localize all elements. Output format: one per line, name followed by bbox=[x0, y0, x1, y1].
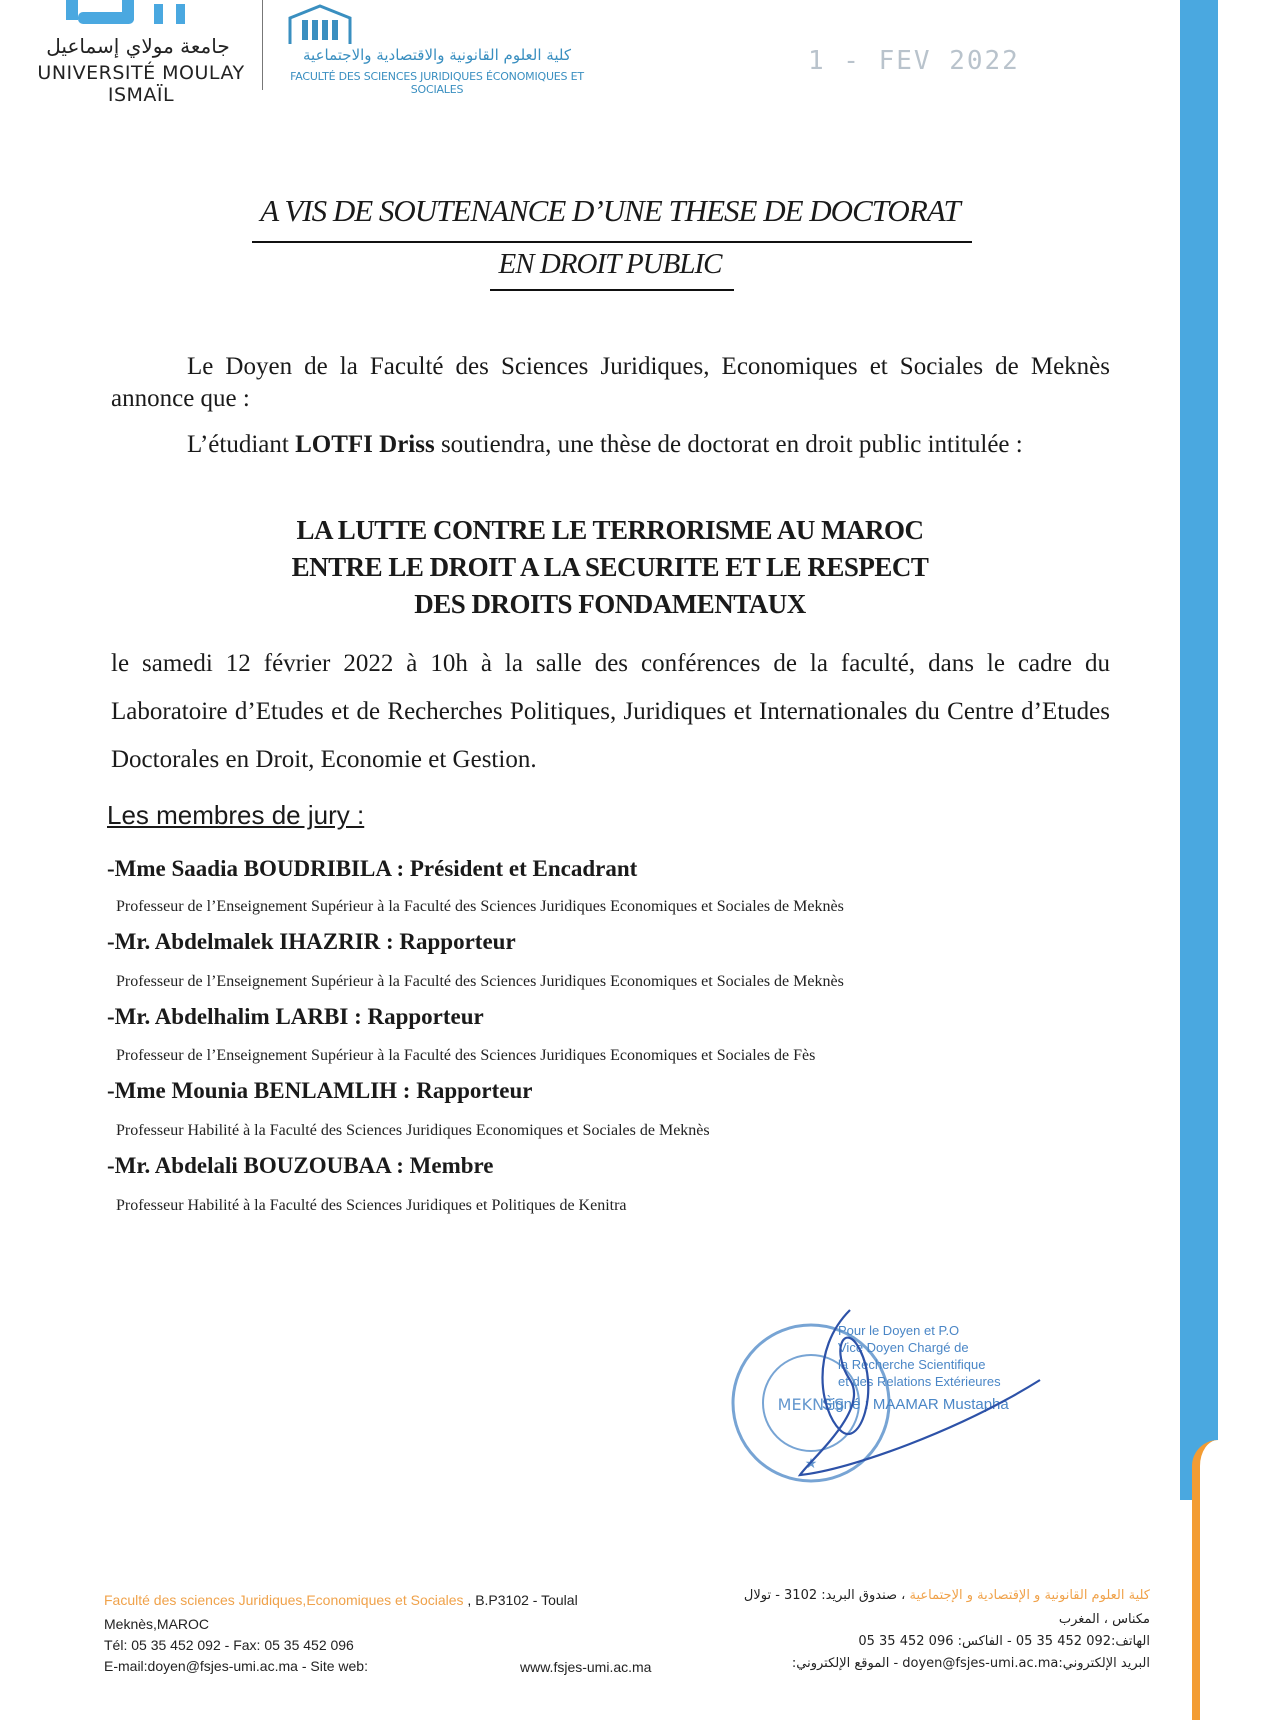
jury-member-name: -Mme Saadia BOUDRIBILA : Président et Encadrant bbox=[107, 856, 638, 881]
footer-address: Faculté des sciences Juridiques,Economiques et Sociales , B.P3102 - Toulal bbox=[104, 1592, 578, 1608]
notice-subtitle: EN DROIT PUBLIC bbox=[498, 248, 722, 280]
handwritten-signature-icon bbox=[790, 1290, 1050, 1490]
subtitle-underline bbox=[490, 289, 734, 291]
footer-email-ar: البريد الإلكتروني:doyen@fsjes-umi.ac.ma - الموقع الإلكتروني: bbox=[791, 1656, 1150, 1671]
faculty-name-ar: كلية العلوم القانونية والاقتصادية والاجتماعية bbox=[303, 46, 571, 64]
intro-paragraph: Le Doyen de la Faculté des Sciences Juridiques, Economiques et Sociales de Meknès annonce que : bbox=[111, 353, 1110, 412]
thesis-title-line: DES DROITS FONDAMENTAUX bbox=[414, 589, 806, 619]
university-name-ar: جامعة مولاي إسماعيل bbox=[46, 34, 230, 58]
jury-member-role: Professeur de l’Enseignement Supérieur à la Faculté des Sciences Juridiques Economiques et Sociales de Meknès bbox=[116, 973, 844, 990]
notice-title: A VIS DE SOUTENANCE D’UNE THESE DE DOCTORAT bbox=[260, 193, 960, 228]
decor-blue-band bbox=[1180, 0, 1218, 1500]
jury-member-role: Professeur de l’Enseignement Supérieur à la Faculté des Sciences Juridiques Economiques et Sociales de Meknès bbox=[116, 898, 844, 915]
jury-member-role: Professeur de l’Enseignement Supérieur à la Faculté des Sciences Juridiques Economiques et Sociales de Fès bbox=[116, 1047, 816, 1064]
jury-member-role: Professeur Habilité à la Faculté des Sciences Juridiques Economiques et Sociales de Meknès bbox=[116, 1122, 710, 1139]
faculty-name-fr: FACULTÉ DES SCIENCES JURIDIQUES ÉCONOMIQUES ET SOCIALES bbox=[290, 70, 584, 96]
thesis-title-line: LA LUTTE CONTRE LE TERRORISME AU MAROC bbox=[296, 515, 924, 545]
svg-text:★: ★ bbox=[804, 1456, 818, 1472]
footer-phone-ar: الهاتف:092 452 35 05 - الفاكس: 096 452 35 05 bbox=[858, 1634, 1150, 1649]
footer-city-ar: مكناس ، المغرب bbox=[1058, 1612, 1150, 1627]
footer-city: Meknès,MAROC bbox=[104, 1616, 210, 1632]
jury-member-name: -Mr. Abdelhalim LARBI : Rapporteur bbox=[107, 1004, 484, 1029]
defense-details-paragraph: le samedi 12 février 2022 à 10h à la salle des conférences de la faculté, dans le cadre du Laboratoire d’Etudes et de Recherches Politiques, Juridiques et Internationales du Centre d’Etudes Doctorales en Droit, Economie et Gestion. bbox=[111, 650, 1110, 773]
jury-member-name: -Mme Mounia BENLAMLIH : Rapporteur bbox=[107, 1078, 533, 1103]
jury-member-name: -Mr. Abdelali BOUZOUBAA : Membre bbox=[107, 1153, 494, 1178]
umi-logo bbox=[58, 0, 208, 26]
signature-block: Pour le Doyen et P.O Vice Doyen Chargé de la Recherche Scientifique et des Relations Extérieures bbox=[838, 1323, 1001, 1389]
university-name-fr: UNIVERSITÉ MOULAY ISMAÏL bbox=[37, 62, 245, 106]
faculty-logo-icon bbox=[284, 4, 356, 46]
signatory-name: Signé : MAAMAR Mustapha bbox=[822, 1396, 1009, 1413]
footer-phone: Tél: 05 35 452 092 - Fax: 05 35 452 096 bbox=[104, 1637, 354, 1653]
footer-address-ar: كلية العلوم القانونية و الإقتصادية و الإجتماعية ، صندوق البريد: 3102 - تولال bbox=[743, 1588, 1150, 1603]
header-divider bbox=[262, 0, 263, 90]
title-underline bbox=[252, 241, 972, 243]
jury-member-name: -Mr. Abdelmalek IHAZRIR : Rapporteur bbox=[107, 929, 516, 954]
date-stamp: 1 - FEV 2022 bbox=[808, 46, 1020, 76]
jury-member-role: Professeur Habilité à la Faculté des Sciences Juridiques et Politiques de Kenitra bbox=[116, 1197, 627, 1214]
decor-orange-band bbox=[1192, 1440, 1218, 1720]
thesis-title-line: ENTRE LE DROIT A LA SECURITE ET LE RESPECT bbox=[291, 552, 929, 582]
thesis-title bbox=[150, 512, 1070, 623]
student-name: LOTFI Driss bbox=[295, 431, 435, 458]
jury-heading: Les membres de jury : bbox=[107, 800, 365, 830]
footer-email: E-mail:doyen@fsjes-umi.ac.ma - Site web: bbox=[104, 1658, 368, 1674]
footer-website-link[interactable]: www.fsjes-umi.ac.ma bbox=[520, 1659, 652, 1675]
svg-text:MEKNÈS: MEKNÈS bbox=[777, 1395, 845, 1414]
student-paragraph: L’étudiant LOTFI Driss soutiendra, une thèse de doctorat en droit public intitulée : bbox=[187, 431, 1023, 458]
